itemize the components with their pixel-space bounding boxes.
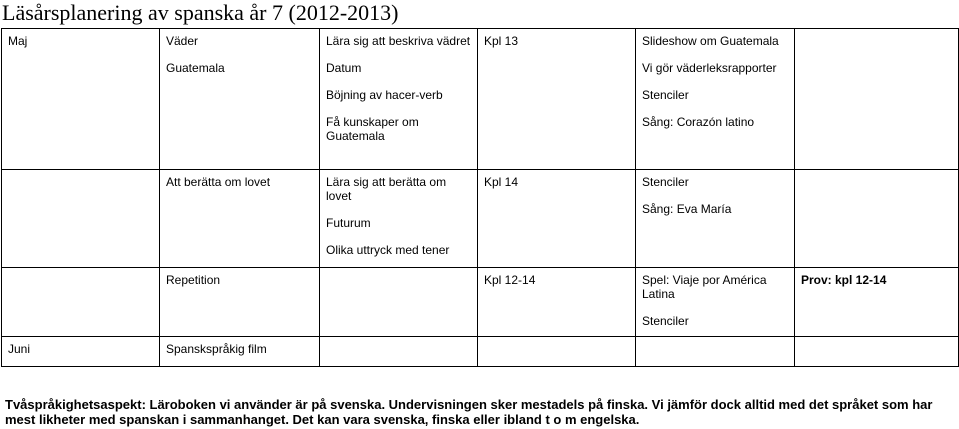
cell-text: Få kunskaper om Guatemala [326,115,419,143]
table-cell [478,170,636,268]
cell-text: Guatemala [166,61,225,75]
cell-text: Futurum [326,216,371,230]
table-cell [160,268,320,337]
cell-text: Kpl 14 [484,175,519,189]
bilingual-note: Tvåspråkighetsaspekt: Läroboken vi använder är på svenska. Undervisningen sker mestadels på finska. Vi jämför dock alltid med det språket som har mest likheter med spanskan i sammanhanget. Det kan vara svenska, finska eller ibland t o m engelska. [5,397,933,427]
table-cell [2,170,160,268]
table-row [2,170,959,268]
page-title: Läsårsplanering av spanska år 7 (2012-2013) [2,0,399,25]
cell-text: Olika uttryck med tener [326,243,450,257]
cell-text: Stenciler [642,175,689,189]
cell-text: Vi gör väderleksrapporter [642,61,777,75]
table-row [2,29,959,170]
cell-text: Stenciler [642,314,689,328]
planning-table [1,28,959,367]
table-cell [2,268,160,337]
table-row [2,337,959,367]
cell-text: Att berätta om lovet [166,175,271,189]
cell-text: Sång: Corazón latino [642,115,755,129]
table-cell [478,29,636,170]
table-cell [320,170,478,268]
table-cell [636,337,795,367]
table-cell [320,337,478,367]
cell-text: Kpl 13 [484,34,519,48]
cell-text: Böjning av hacer-verb [326,88,443,102]
table-cell [636,170,795,268]
table-cell [160,29,320,170]
table-cell [795,268,959,337]
table-cell [2,29,160,170]
table-cell [795,337,959,367]
cell-text: Väder [166,34,199,48]
table-cell [478,268,636,337]
table-cell [478,337,636,367]
planning-table-body [2,29,959,367]
table-cell [636,29,795,170]
cell-text: Kpl 12-14 [484,273,536,287]
cell-text: Lära sig att berätta om lovet [326,175,447,203]
cell-text: Slideshow om Guatemala [642,34,779,48]
cell-text: Maj [8,34,28,48]
table-cell [320,29,478,170]
cell-text: Spel: Viaje por América Latina [642,273,767,301]
table-cell [320,268,478,337]
table-cell [795,29,959,170]
cell-text: Spanskspråkig film [166,342,267,356]
table-row [2,268,959,337]
cell-text: Prov: kpl 12-14 [801,273,887,287]
cell-text: Sång: Eva María [642,202,732,216]
cell-text: Juni [8,342,31,356]
cell-text: Datum [326,61,362,75]
table-cell [160,337,320,367]
cell-text: Repetition [166,273,221,287]
table-cell [2,337,160,367]
cell-text: Lära sig att beskriva vädret [326,34,471,48]
table-cell [795,170,959,268]
table-cell [160,170,320,268]
cell-text: Stenciler [642,88,689,102]
table-cell [636,268,795,337]
